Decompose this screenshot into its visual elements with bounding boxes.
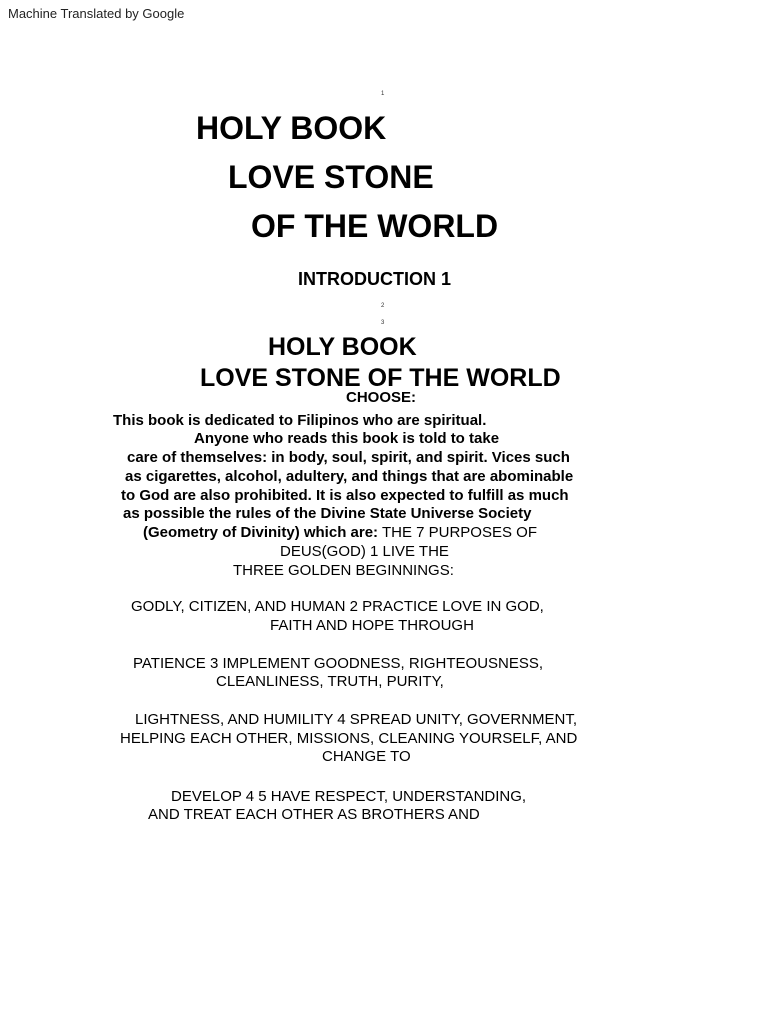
- body-line-10: GODLY, CITIZEN, AND HUMAN 2 PRACTICE LOVE IN GOD,: [131, 598, 544, 615]
- title-line-1: HOLY BOOK: [196, 110, 387, 146]
- choose-label: CHOOSE:: [346, 389, 417, 406]
- body-line-5: to God are also prohibited. It is also expected to fulfill as much: [121, 487, 569, 504]
- introduction-heading: INTRODUCTION 1: [298, 269, 451, 289]
- page-mark-1: 1: [381, 91, 385, 97]
- body-line-11: FAITH AND HOPE THROUGH: [270, 617, 474, 634]
- body-line-7-regular: THE 7 PURPOSES OF: [378, 524, 537, 541]
- subtitle-line-1: HOLY BOOK: [268, 333, 417, 361]
- body-line-4: as cigarettes, alcohol, adultery, and things that are abominable: [125, 468, 574, 485]
- body-line-13: CLEANLINESS, TRUTH, PURITY,: [216, 673, 444, 690]
- machine-translated-label: Machine Translated by Google: [8, 6, 185, 21]
- body-line-17: DEVELOP 4 5 HAVE RESPECT, UNDERSTANDING,: [171, 788, 527, 805]
- body-line-1: This book is dedicated to Filipinos who are spiritual.: [113, 412, 487, 429]
- page-mark-3: 3: [381, 320, 385, 326]
- title-line-3: OF THE WORLD: [251, 208, 499, 244]
- body-line-16: CHANGE TO: [322, 748, 411, 765]
- body-line-15: HELPING EACH OTHER, MISSIONS, CLEANING YOURSELF, AND: [120, 730, 578, 747]
- body-line-7: [143, 524, 537, 542]
- subtitle-line-2: LOVE STONE OF THE WORLD: [200, 364, 561, 392]
- body-line-18: AND TREAT EACH OTHER AS BROTHERS AND: [148, 806, 480, 823]
- body-line-2: Anyone who reads this book is told to take: [194, 430, 500, 447]
- body-line-3: care of themselves: in body, soul, spirit, and spirit. Vices such: [127, 449, 570, 466]
- body-line-8: DEUS(GOD) 1 LIVE THE: [280, 543, 449, 560]
- body-line-6: as possible the rules of the Divine State Universe Society: [123, 505, 532, 522]
- page-mark-2: 2: [381, 303, 385, 309]
- body-line-14: LIGHTNESS, AND HUMILITY 4 SPREAD UNITY, GOVERNMENT,: [135, 711, 578, 728]
- body-line-7-bold: (Geometry of Divinity) which are:: [143, 524, 379, 541]
- body-line-9: THREE GOLDEN BEGINNINGS:: [233, 562, 454, 579]
- body-line-12: PATIENCE 3 IMPLEMENT GOODNESS, RIGHTEOUSNESS,: [133, 655, 544, 672]
- title-line-2: LOVE STONE: [228, 159, 434, 195]
